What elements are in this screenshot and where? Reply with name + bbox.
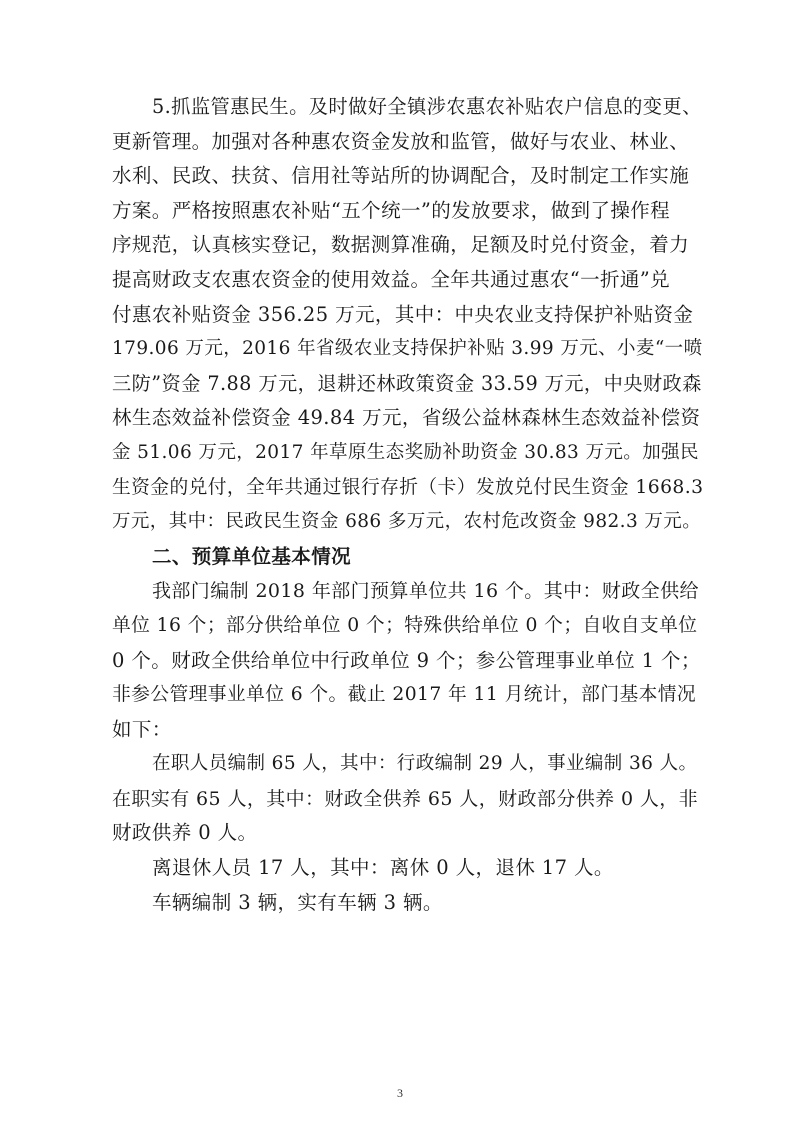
paragraph-line: 单位 16 个；部分供给单位 0 个；特殊供给单位 0 个；自收自支单位 — [112, 614, 698, 636]
paragraph-line: 付惠农补贴资金 356.25 万元，其中：中央农业支持保护补贴资金 — [112, 302, 694, 326]
paragraph-line: 序规范，认真核实登记，数据测算准确，足额及时兑付资金，着力 — [112, 233, 690, 257]
paragraph-line: 金 51.06 万元，2017 年草原生态奖励补助资金 30.83 万元。加强民 — [112, 441, 699, 463]
paragraph-line: 在职实有 65 人，其中：财政全供养 65 人，财政部分供养 0 人，非 — [112, 787, 699, 810]
paragraph-line: 水利、民政、扶贫、信用社等站所的协调配合，及时制定工作实施 — [112, 164, 690, 188]
paragraph-line: 在职人员编制 65 人，其中：行政编制 29 人，事业编制 36 人。 — [152, 753, 698, 775]
paragraph-line: 5.抓监管惠民生。及时做好全镇涉农惠农补贴农户信息的变更、 — [152, 95, 702, 118]
paragraph-line: 我部门编制 2018 年部门预算单位共 16 个。其中：财政全供给 — [152, 580, 699, 603]
paragraph-line: 生资金的兑付，全年共通过银行存折（卡）发放兑付民生资金 1668.3 — [112, 476, 704, 498]
paragraph-line: 179.06 万元，2016 年省级农业支持保护补贴 3.99 万元、小麦“一喷 — [112, 338, 703, 360]
document-body — [112, 90, 702, 920]
page-number: 3 — [397, 1086, 403, 1100]
paragraph-line: 如下： — [112, 717, 172, 741]
paragraph-line: 提高财政支农惠农资金的使用效益。全年共通过惠农“一折通”兑 — [112, 267, 671, 291]
section-heading: 二、预算单位基本情况 — [152, 544, 352, 568]
paragraph-line: 林生态效益补偿资金 49.84 万元，省级公益林森林生态效益补偿资 — [112, 406, 701, 430]
paragraph-line: 0 个。财政全供给单位中行政单位 9 个；参公管理事业单位 1 个； — [112, 648, 701, 672]
paragraph-line: 离退休人员 17 人，其中：离休 0 人，退休 17 人。 — [152, 856, 614, 880]
paragraph-line: 更新管理。加强对各种惠农资金发放和监管，做好与农业、林业、 — [112, 129, 690, 153]
paragraph-line: 非参公管理事业单位 6 个。截止 2017 年 11 月统计，部门基本情况 — [112, 684, 697, 706]
paragraph-line: 车辆编制 3 辆，实有车辆 3 辆。 — [152, 890, 443, 914]
paragraph-line: 财政供养 0 人。 — [112, 821, 258, 845]
paragraph-line: 三防”资金 7.88 万元，退耕还林政策资金 33.59 万元，中央财政森 — [112, 371, 702, 395]
paragraph-line: 方案。严格按照惠农补贴“五个统一”的发放要求，做到了操作程 — [112, 198, 671, 222]
paragraph-line: 万元，其中：民政民生资金 686 多万元，农村危改资金 982.3 万元。 — [112, 511, 702, 533]
